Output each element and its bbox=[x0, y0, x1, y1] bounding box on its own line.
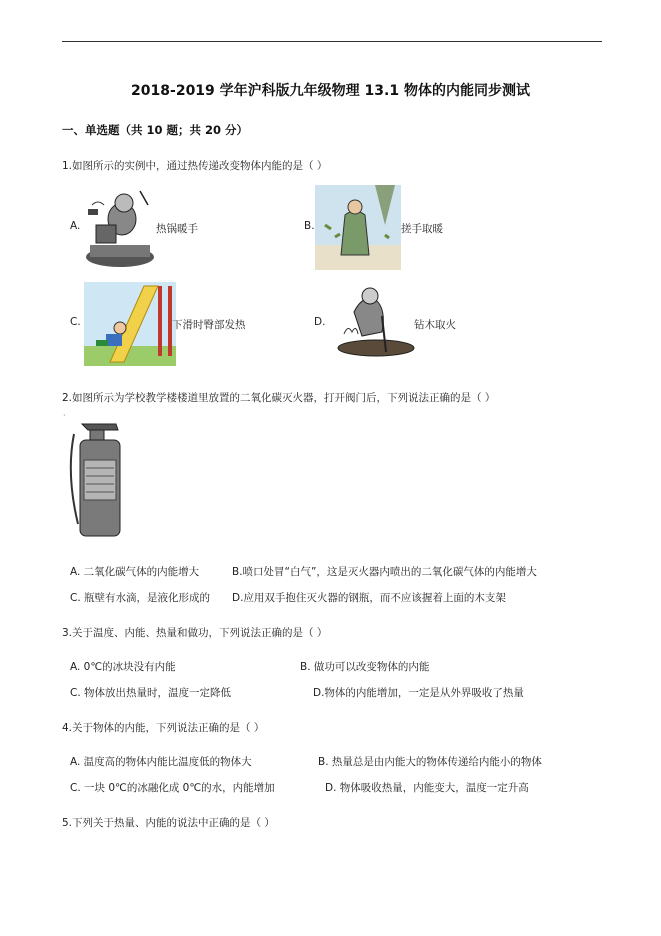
q1-option-a-letter[interactable]: A. bbox=[70, 220, 81, 232]
slide-illustration bbox=[84, 282, 176, 366]
q4-option-d[interactable]: D. 物体吸收热量，内能变大，温度一定升高 bbox=[325, 782, 529, 794]
q1-option-d-caption: 钻木取火 bbox=[414, 319, 456, 331]
header-rule bbox=[62, 41, 602, 42]
q1-option-d-letter[interactable]: D. bbox=[314, 316, 326, 328]
q1-option-c-caption: 下滑时臀部发热 bbox=[172, 319, 246, 331]
drilling-wood-fire-illustration bbox=[334, 282, 416, 366]
q1-option-b-letter[interactable]: B. bbox=[304, 220, 315, 232]
question-4-stem: 4.关于物体的内能，下列说法正确的是（ ） bbox=[62, 722, 265, 734]
q3-option-a[interactable]: A. 0℃的冰块没有内能 bbox=[70, 661, 176, 673]
q3-option-d[interactable]: D.物体的内能增加，一定是从外界吸收了热量 bbox=[313, 687, 524, 699]
q2-option-a[interactable]: A. 二氧化碳气体的内能增大 bbox=[70, 566, 200, 578]
question-5-stem: 5.下列关于热量、内能的说法中正确的是（ ） bbox=[62, 817, 275, 829]
hot-pot-hands-illustration bbox=[82, 185, 158, 270]
q1-option-b-caption: 搓手取暖 bbox=[401, 223, 443, 235]
q3-option-c[interactable]: C. 物体放出热量时，温度一定降低 bbox=[70, 687, 232, 699]
stray-dot: · bbox=[63, 411, 66, 420]
q2-option-c[interactable]: C. 瓶壁有水滴，是液化形成的 bbox=[70, 592, 211, 604]
question-1-stem: 1.如图所示的实例中，通过热传递改变物体内能的是（ ） bbox=[62, 160, 328, 172]
section-heading: 一、单选题（共 10 题；共 20 分） bbox=[62, 123, 249, 137]
q2-option-d[interactable]: D.应用双手抱住灭火器的钢瓶，而不应该握着上面的木支架 bbox=[232, 592, 506, 604]
question-3-stem: 3.关于温度、内能、热量和做功，下列说法正确的是（ ） bbox=[62, 627, 328, 639]
question-2-stem: 2.如图所示为学校教学楼楼道里放置的二氧化碳灭火器，打开阀门后，下列说法正确的是（ ） bbox=[62, 392, 496, 404]
fire-extinguisher-illustration bbox=[64, 420, 126, 538]
rubbing-hands-illustration bbox=[315, 185, 401, 270]
q4-option-c[interactable]: C. 一块 0℃的冰融化成 0℃的水，内能增加 bbox=[70, 782, 275, 794]
q2-option-b[interactable]: B.喷口处冒“白气”，这是灭火器内喷出的二氧化碳气体的内能增大 bbox=[232, 566, 537, 578]
q1-option-c-letter[interactable]: C. bbox=[70, 316, 81, 328]
q4-option-a[interactable]: A. 温度高的物体内能比温度低的物体大 bbox=[70, 756, 252, 768]
q3-option-b[interactable]: B. 做功可以改变物体的内能 bbox=[300, 661, 430, 673]
q4-option-b[interactable]: B. 热量总是由内能大的物体传递给内能小的物体 bbox=[318, 756, 542, 768]
q1-option-a-caption: 热锅暖手 bbox=[156, 223, 198, 235]
page-title: 2018-2019 学年沪科版九年级物理 13.1 物体的内能同步测试 bbox=[131, 83, 530, 99]
